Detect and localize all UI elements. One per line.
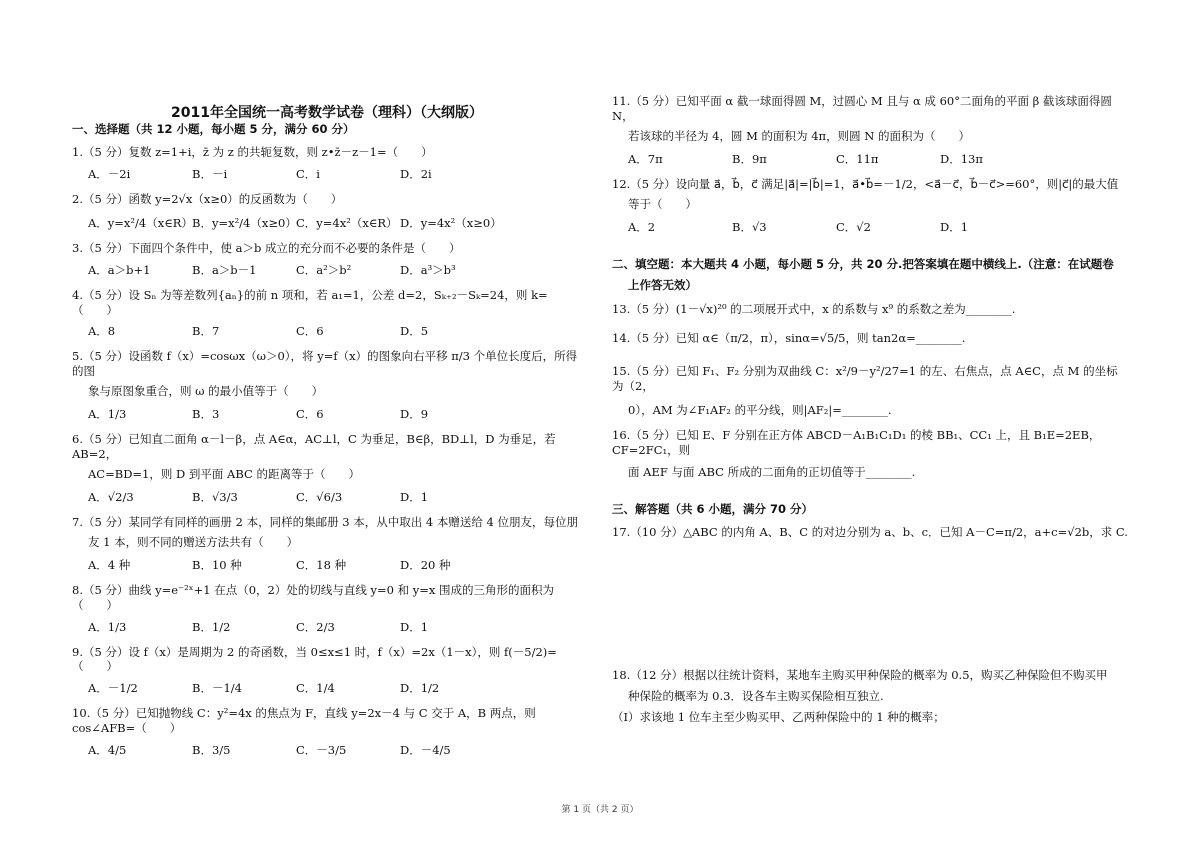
section-heading-problems: 三、解答题（共 6 小题，满分 70 分） bbox=[612, 501, 814, 516]
option-b: B．9π bbox=[732, 151, 767, 166]
option-c: C．√6/3 bbox=[296, 489, 343, 504]
option-a: A．4 种 bbox=[88, 557, 131, 572]
question-7-continued: 友 1 本，则不同的赠送方法共有（ ） bbox=[88, 534, 299, 549]
option-b: B．7 bbox=[192, 324, 220, 339]
option-c: C．6 bbox=[296, 407, 324, 422]
option-c: C．a²＞b² bbox=[296, 262, 352, 277]
option-c: C．2/3 bbox=[296, 619, 335, 634]
option-d: D．1/2 bbox=[400, 681, 440, 696]
question-10: 10.（5 分）已知抛物线 C：y²=4x 的焦点为 F，直线 y=2x－4 与 C 交于 A，B 两点，则 cos∠AFB=（ ） bbox=[72, 706, 536, 736]
option-a: A．－2i bbox=[88, 166, 131, 181]
options-q4 bbox=[72, 324, 582, 339]
question-5-continued: 象与原图象重合，则 ω 的最小值等于（ ） bbox=[88, 384, 324, 399]
option-c: C．1/4 bbox=[296, 681, 335, 696]
option-c: C．11π bbox=[836, 151, 879, 166]
options-q10 bbox=[72, 743, 582, 758]
option-a: A．7π bbox=[628, 151, 663, 166]
section-heading-fill-in-continued: 上作答无效） bbox=[628, 277, 697, 292]
options-q11 bbox=[612, 152, 1128, 167]
option-a: A．a＞b+1 bbox=[88, 262, 151, 277]
option-d: D．2i bbox=[400, 166, 432, 181]
option-b: B．3 bbox=[192, 407, 220, 422]
option-a: A．√2/3 bbox=[88, 489, 134, 504]
option-b: B．a＞b－1 bbox=[192, 262, 257, 277]
question-17: 17.（10 分）△ABC 的内角 A、B、C 的对边分别为 a、b、c．已知 A－C=π/2，a+c=√2b，求 C. bbox=[612, 524, 1128, 539]
question-14: 14.（5 分）已知 α∈（π/2，π），sinα=√5/5，则 tan2α=________. bbox=[612, 331, 966, 346]
option-d: D．1 bbox=[400, 619, 429, 634]
option-c: C．y=4x²（x∈R） bbox=[296, 215, 398, 230]
right-column bbox=[612, 92, 1128, 725]
options-q5 bbox=[72, 407, 582, 422]
question-18-part-1: （Ⅰ）求该地 1 位车主至少购买甲、乙两种保险中的 1 种的概率； bbox=[612, 709, 945, 724]
options-q1 bbox=[72, 167, 582, 182]
left-column bbox=[72, 92, 582, 758]
question-2: 2.（5 分）函数 y=2√x（x≥0）的反函数为（ ） bbox=[72, 191, 343, 206]
option-c: C．i bbox=[296, 166, 320, 181]
question-7: 7.（5 分）某同学有同样的画册 2 本，同样的集邮册 3 本，从中取出 4 本赠送给 4 位朋友，每位朋 bbox=[72, 514, 578, 529]
question-12-continued: 等于（ ） bbox=[628, 196, 697, 211]
option-a: A．4/5 bbox=[88, 743, 127, 758]
options-q6 bbox=[72, 490, 582, 505]
option-c: C．18 种 bbox=[296, 557, 347, 572]
option-d: D．20 种 bbox=[400, 557, 451, 572]
exam-title: 2011年全国统一高考数学试卷（理科）（大纲版） bbox=[171, 105, 483, 121]
option-b: B．－i bbox=[192, 166, 228, 181]
option-b: B．3/5 bbox=[192, 743, 231, 758]
question-6-continued: AC=BD=1，则 D 到平面 ABC 的距离等于（ ） bbox=[88, 467, 360, 481]
question-8: 8.（5 分）曲线 y=e⁻²ˣ+1 在点（0，2）处的切线与直线 y=0 和 y=x 围成的三角形的面积为（ ） bbox=[72, 582, 555, 612]
options-q7 bbox=[72, 558, 582, 573]
section-heading-choice: 一、选择题（共 12 小题，每小题 5 分，满分 60 分） bbox=[72, 122, 355, 136]
question-11-continued: 若该球的半径为 4，圆 M 的面积为 4π，则圆 N 的面积为（ ） bbox=[628, 128, 970, 143]
option-b: B．√3/3 bbox=[192, 489, 238, 504]
option-a: A．1/3 bbox=[88, 619, 127, 634]
question-11: 11.（5 分）已知平面 α 截一球面得圆 M，过圆心 M 且与 α 成 60°二面角的平面 β 截该球面得圆 N， bbox=[612, 94, 1112, 123]
option-b: B．1/2 bbox=[192, 619, 231, 634]
section-heading-fill-in: 二、填空题：本大题共 4 小题，每小题 5 分，共 20 分.把答案填在题中横线上.（注意：在试题卷 bbox=[612, 256, 1114, 271]
options-q12 bbox=[612, 220, 1128, 235]
option-d: D．－4/5 bbox=[400, 743, 451, 758]
question-12: 12.（5 分）设向量 a⃗，b⃗，c⃗ 满足|a⃗|=|b⃗|=1，a⃗•b⃗=－1/2，<a⃗－c⃗，b⃗－c⃗>=60°，则|c⃗|的最大值 bbox=[612, 176, 1119, 191]
question-18-continued: 种保险的概率为 0.3．设各车主购买保险相互独立. bbox=[628, 688, 884, 703]
option-a: A．－1/2 bbox=[88, 681, 138, 696]
option-c: C．6 bbox=[296, 324, 324, 339]
option-d: D．13π bbox=[940, 151, 983, 166]
option-b: B．－1/4 bbox=[192, 681, 242, 696]
option-c: C．√2 bbox=[836, 219, 871, 234]
question-1: 1.（5 分）复数 z=1+i，z̄ 为 z 的共轭复数，则 z•z̄－z－1=（ ） bbox=[72, 144, 433, 159]
question-15: 15.（5 分）已知 F₁、F₂ 分别为双曲线 C：x²/9－y²/27=1 的左、右焦点，点 A∈C，点 M 的坐标为（2， bbox=[612, 364, 1118, 394]
question-15-continued: 0），AM 为∠F₁AF₂ 的平分线，则|AF₂|=________. bbox=[628, 403, 892, 418]
question-16-continued: 面 AEF 与面 ABC 所成的二面角的正切值等于________. bbox=[628, 465, 916, 479]
option-d: D．1 bbox=[400, 489, 429, 504]
option-a: A．y=x²/4（x∈R） bbox=[88, 215, 193, 230]
options-q9 bbox=[72, 681, 582, 696]
option-a: A．8 bbox=[88, 324, 116, 339]
option-d: D．y=4x²（x≥0） bbox=[400, 215, 502, 230]
question-16: 16.（5 分）已知 E、F 分别在正方体 ABCD－A₁B₁C₁D₁ 的棱 BB₁、CC₁ 上，且 B₁E=2EB，CF=2FC₁，则 bbox=[612, 428, 1101, 458]
options-q3 bbox=[72, 263, 582, 278]
option-d: D．a³＞b³ bbox=[400, 262, 456, 277]
question-3: 3.（5 分）下面四个条件中，使 a＞b 成立的充分而不必要的条件是（ ） bbox=[72, 240, 461, 255]
option-d: D．5 bbox=[400, 324, 429, 339]
options-q8 bbox=[72, 620, 582, 635]
question-4: 4.（5 分）设 Sₙ 为等差数列{aₙ}的前 n 项和，若 a₁=1，公差 d=2，Sₖ₊₂－Sₖ=24，则 k=（ ） bbox=[72, 287, 548, 317]
options-q2 bbox=[72, 216, 582, 231]
option-d: D．1 bbox=[940, 219, 969, 234]
question-18: 18.（12 分）根据以往统计资料，某地车主购买甲种保险的概率为 0.5，购买乙种保险但不购买甲 bbox=[612, 667, 1108, 682]
option-b: B．√3 bbox=[732, 219, 767, 234]
question-5: 5.（5 分）设函数 f（x）=cosωx（ω＞0），将 y=f（x）的图象向右平移 π/3 个单位长度后，所得的图 bbox=[72, 349, 578, 379]
option-a: A．2 bbox=[628, 219, 656, 234]
option-c: C．－3/5 bbox=[296, 743, 347, 758]
option-b: B．10 种 bbox=[192, 557, 242, 572]
option-d: D．9 bbox=[400, 407, 429, 422]
question-6: 6.（5 分）已知直二面角 α－l－β，点 A∈α，AC⊥l，C 为垂足，B∈β，BD⊥l，D 为垂足，若 AB=2， bbox=[72, 432, 556, 462]
question-13: 13.（5 分）(1－√x)²⁰ 的二项展开式中，x 的系数与 x⁹ 的系数之差为________. bbox=[612, 302, 1016, 317]
option-b: B．y=x²/4（x≥0） bbox=[192, 215, 297, 230]
question-9: 9.（5 分）设 f（x）是周期为 2 的奇函数，当 0≤x≤1 时，f（x）=2x（1－x），则 f(－5/2)=（ ） bbox=[72, 644, 557, 674]
page-footer: 第 1 页（共 2 页） bbox=[561, 805, 639, 815]
option-a: A．1/3 bbox=[88, 407, 127, 422]
